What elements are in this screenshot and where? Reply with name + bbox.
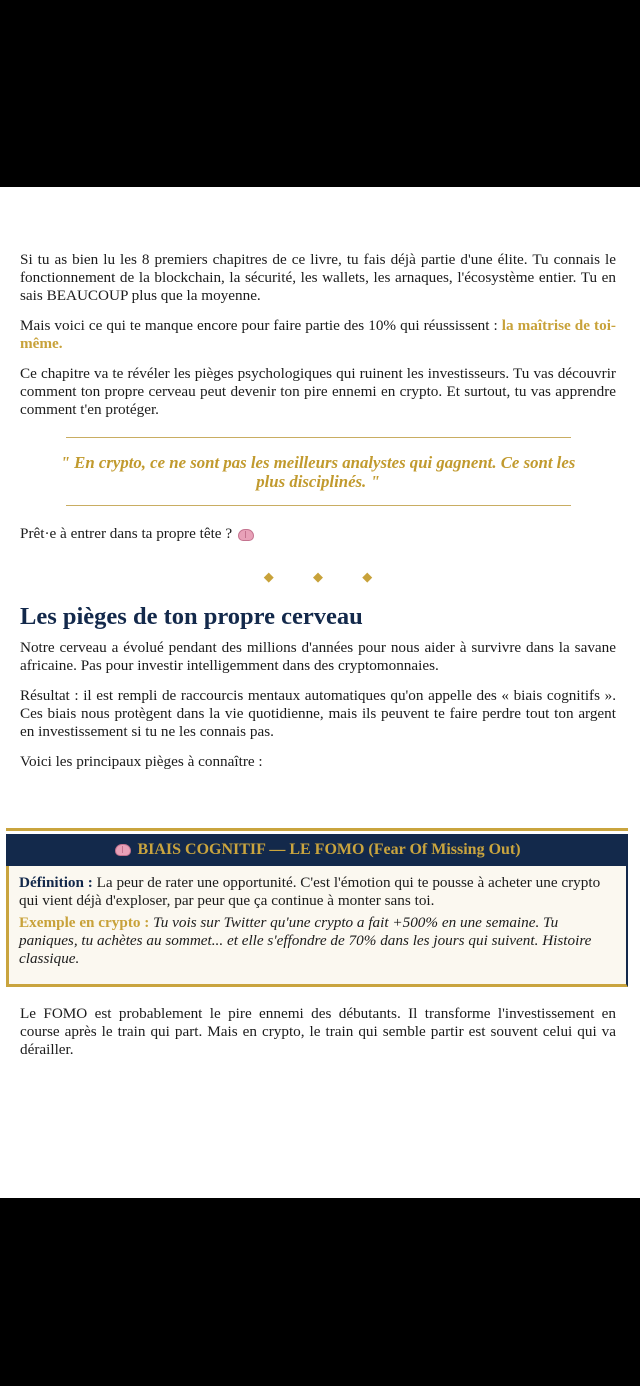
intro-paragraph-1: Si tu as bien lu les 8 premiers chapitres de ce livre, tu fais déjà partie d'une élite. Tu connais le fonctionnement de la blockchain, la sécurité, les wallets, les arnaques, l'écosystème entier. Tu en sais BEAUCOUP plus que la moyenne. [20,251,616,304]
callout-header [6,834,628,866]
callout-definition [19,874,614,910]
section-paragraph-3: Voici les principaux pièges à connaître : [20,753,263,770]
section-separator: ◆ ◆ ◆ [263,569,391,584]
document-page [0,187,640,1198]
callout-header-text: BIAIS COGNITIF — LE FOMO (Fear Of Missing Out) [137,841,521,858]
callout-top-rule [6,828,628,831]
definition-text: La peur de rater une opportunité. C'est l'émotion qui te pousse à acheter une crypto qui vient déjà d'exploser, par peur que ça continue à monter sans toi. [19,874,601,909]
section-paragraph-2: Résultat : il est rempli de raccourcis mentaux automatiques qu'on appelle des « biais cognitifs ». Ces biais nous protègent dans la vie quotidienne, mais ils peuvent te faire perdre tout ton argent en investissement si tu ne les connais pas. [20,687,616,740]
brain-icon [115,844,131,856]
intro-paragraph-2 [20,317,616,353]
intro-paragraph-2-text: Mais voici ce qui te manque encore pour faire partie des 10% qui réussissent : [20,317,502,334]
example-label: Exemple en crypto : [19,914,150,931]
content-column [20,251,616,771]
callout-example [19,914,614,968]
example-text: Tu vois sur Twitter qu'une crypto a fait +500% en une semaine. Tu paniques, tu achètes au sommet... et elle s'effondre de 70% dans les jours qui suivent. Histoire classique. [19,914,592,967]
prompt-line [20,525,616,543]
prompt-line-text: Prêt·e à entrer dans ta propre tête ? [20,525,233,542]
pull-quote: " En crypto, ce ne sont pas les meilleurs analystes qui gagnent. Ce sont les plus disciplinés. " [60,453,576,491]
brain-icon [238,529,254,541]
section-title: Les pièges de ton propre cerveau [20,603,363,630]
outro-wrapper [20,1005,616,1059]
outro-paragraph: Le FOMO est probablement le pire ennemi des débutants. Il transforme l'investissement en course après le train qui part. Mais en crypto, le train qui semble partir est souvent celui qui va dérailler. [20,1005,616,1058]
bias-callout [6,828,628,987]
callout-body [6,866,628,987]
intro-highlight: la maîtrise de toi-même. [20,317,616,352]
intro-paragraph-3: Ce chapitre va te révéler les pièges psychologiques qui ruinent les investisseurs. Tu vas découvrir comment ton propre cerveau peut devenir ton pire ennemi en crypto. Et surtout, tu vas apprendre comment t'en protéger. [20,365,616,418]
definition-label: Définition : [19,874,93,891]
section-paragraph-1: Notre cerveau a évolué pendant des millions d'années pour nous aider à survivre dans la savane africaine. Pas pour investir intelligemment dans des cryptomonnaies. [20,639,616,674]
